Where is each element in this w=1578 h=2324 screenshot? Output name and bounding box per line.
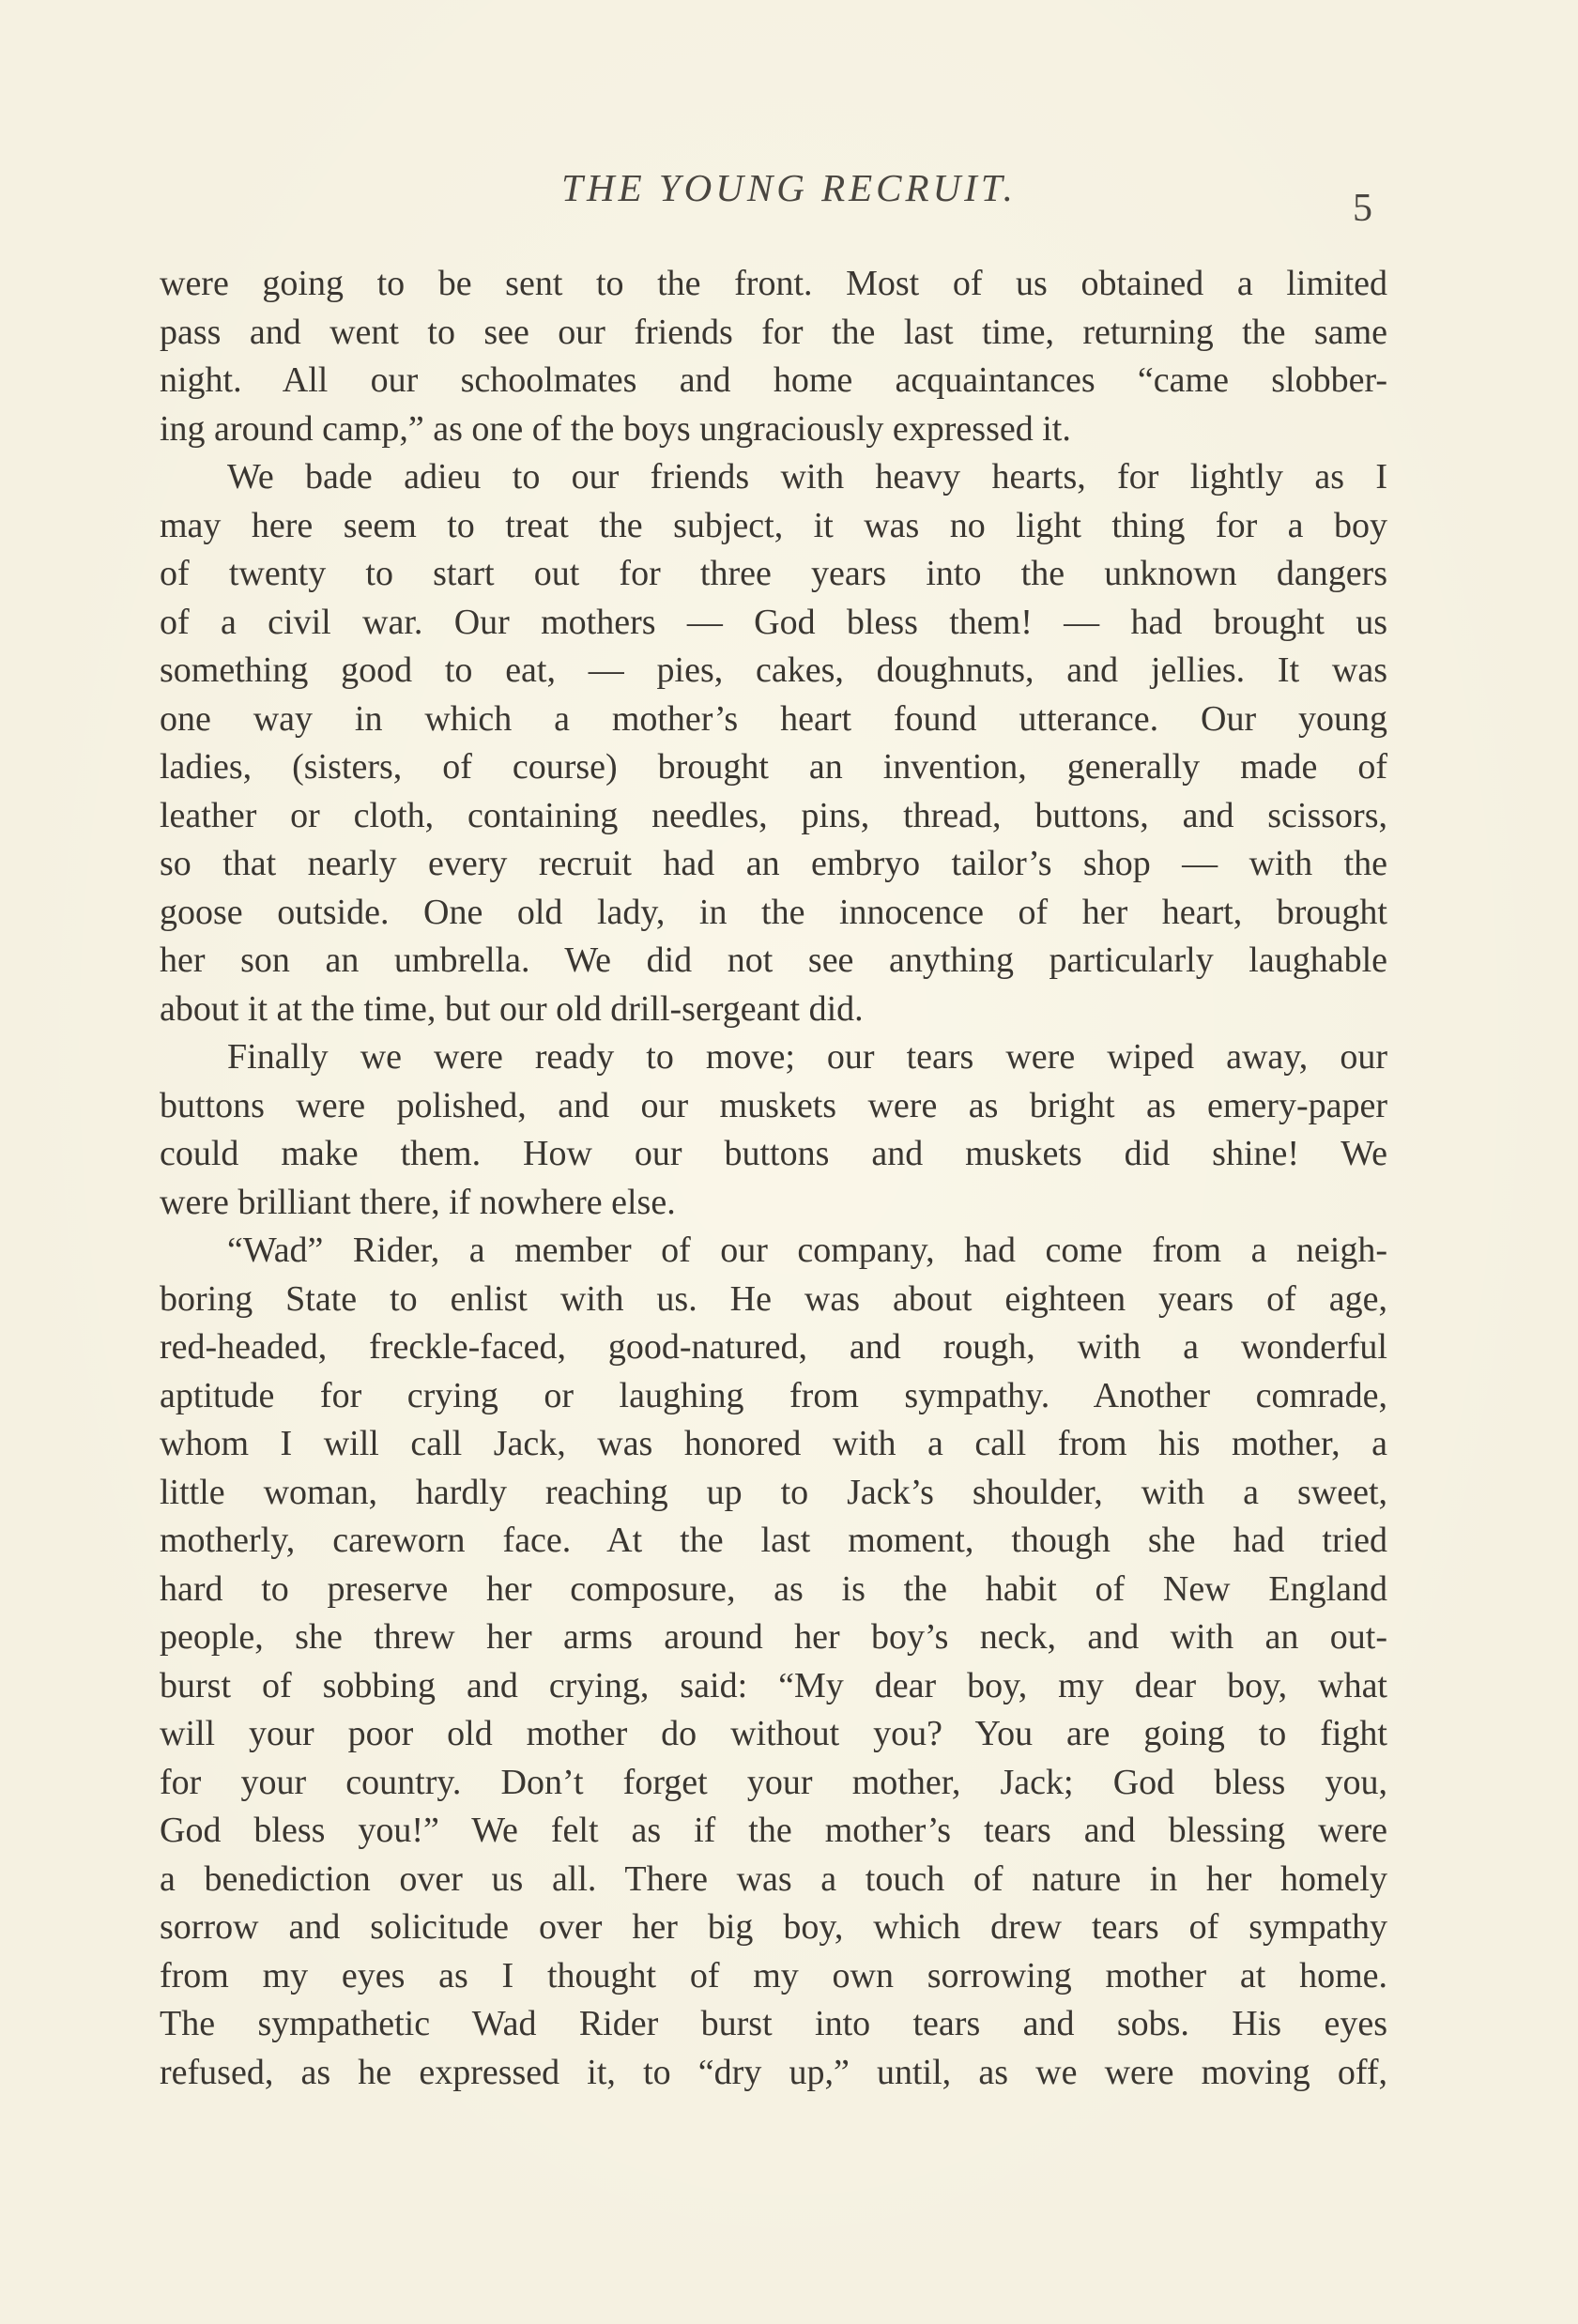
text-line: burst of sobbing and crying, said: “My dear boy, my dear boy, what [160, 1665, 1387, 1705]
text-line: her son an umbrella. We did not see anything particularly laughable [160, 940, 1387, 980]
text-line: a benediction over us all. There was a touch of nature in her homely [160, 1858, 1387, 1899]
text-line: from my eyes as I thought of my own sorrowing mother at home. [160, 1955, 1387, 1995]
text-line: Finally we were ready to move; our tears were wiped away, our [227, 1037, 1387, 1077]
text-line: something good to eat, — pies, cakes, doughnuts, and jellies. It was [160, 650, 1387, 690]
text-line: aptitude for crying or laughing from sympathy. Another comrade, [160, 1375, 1387, 1415]
text-line: of a civil war. Our mothers — God bless them! — had brought us [160, 602, 1387, 642]
text-line: of twenty to start out for three years into the unknown dangers [160, 554, 1387, 593]
text-line: leather or cloth, containing needles, pins, thread, buttons, and scissors, [160, 795, 1387, 835]
paragraph [160, 1033, 1387, 1227]
text-line: hard to preserve her composure, as is the habit of New England [160, 1568, 1387, 1609]
text-line: people, she threw her arms around her boy’s neck, and with an out- [160, 1617, 1387, 1657]
text-line: God bless you!” We felt as if the mother’s tears and blessing were [160, 1811, 1387, 1850]
text-line: whom I will call Jack, was honored with a call from his mother, a [160, 1424, 1387, 1463]
text-line: about it at the time, but our old drill-sergeant did. [160, 988, 864, 1029]
text-line: were brilliant there, if nowhere else. [160, 1182, 676, 1222]
paragraph [160, 453, 1387, 1033]
text-line: one way in which a mother’s heart found utterance. Our young [160, 698, 1387, 739]
text-line: red-headed, freckle-faced, good-natured, and rough, with a wonderful [160, 1327, 1387, 1367]
text-line: ing around camp,” as one of the boys ungraciously expressed it. [160, 408, 1071, 449]
text-line: so that nearly every recruit had an embryo tailor’s shop — with the [160, 844, 1387, 883]
text-line: will your poor old mother do without you? You are going to fight [160, 1714, 1387, 1753]
text-line: boring State to enlist with us. He was about eighteen years of age, [160, 1278, 1387, 1319]
text-line: buttons were polished, and our muskets were as bright as emery-paper [160, 1085, 1387, 1125]
text-line: night. All our schoolmates and home acquaintances “came slobber- [160, 360, 1387, 400]
running-head-title: THE YOUNG RECRUIT. [561, 166, 1017, 209]
body-text [160, 260, 1387, 2097]
text-line: for your country. Don’t forget your mother, Jack; God bless you, [160, 1762, 1387, 1802]
text-line: little woman, hardly reaching up to Jack’s shoulder, with a sweet, [160, 1472, 1387, 1512]
paragraph [160, 1227, 1387, 2097]
text-line: may here seem to treat the subject, it was no light thing for a boy [160, 505, 1387, 545]
page-number: 5 [1353, 187, 1372, 230]
text-line: sorrow and solicitude over her big boy, which drew tears of sympathy [160, 1907, 1387, 1947]
text-line: were going to be sent to the front. Most of us obtained a limited [160, 264, 1387, 303]
text-line: refused, as he expressed it, to “dry up,” until, as we were moving off, [160, 2052, 1387, 2092]
text-line: “Wad” Rider, a member of our company, had come from a neigh- [227, 1231, 1387, 1270]
text-line: The sympathetic Wad Rider burst into tears and sobs. His eyes [160, 2004, 1387, 2043]
text-line: pass and went to see our friends for the last time, returning the same [160, 312, 1387, 352]
text-line: goose outside. One old lady, in the innocence of her heart, brought [160, 892, 1387, 932]
text-line: We bade adieu to our friends with heavy hearts, for lightly as I [227, 457, 1387, 497]
text-line: ladies, (sisters, of course) brought an invention, generally made of [160, 747, 1387, 787]
text-line: could make them. How our buttons and muskets did shine! We [160, 1134, 1387, 1173]
text-line: motherly, careworn face. At the last moment, though she had tried [160, 1521, 1387, 1560]
paragraph [160, 260, 1387, 453]
